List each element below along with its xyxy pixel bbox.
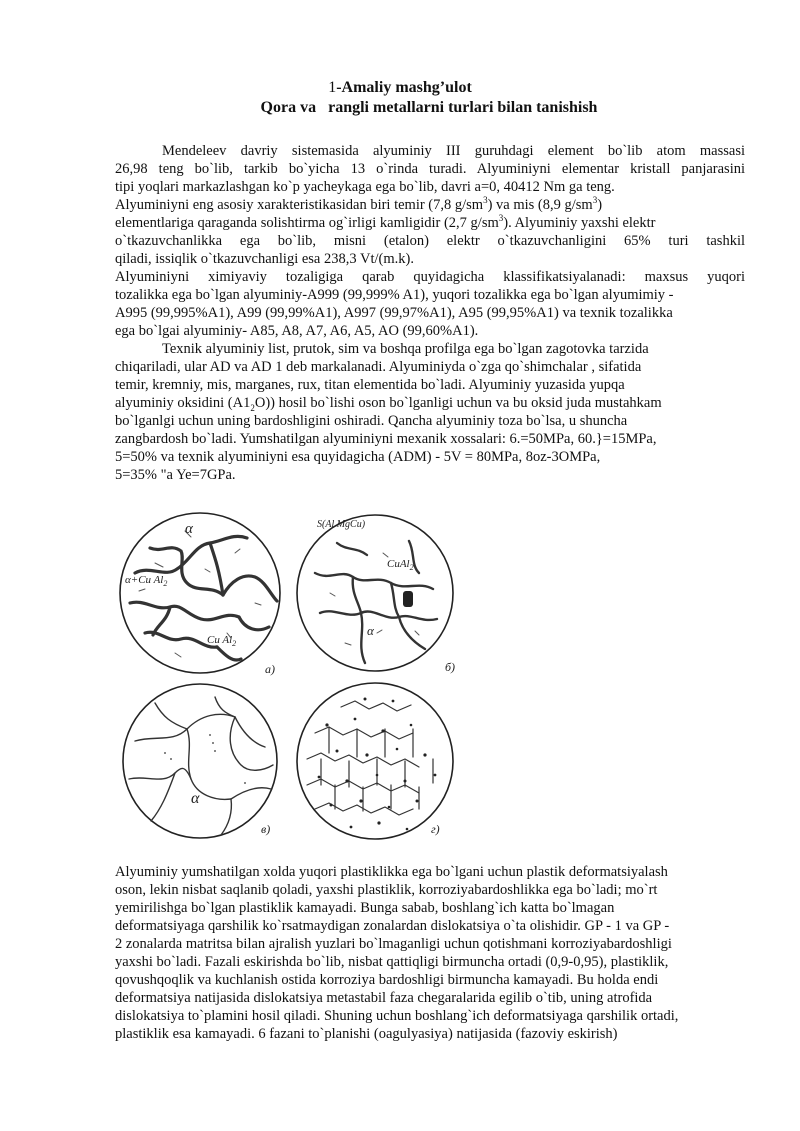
text-line: oson, lekin nisbat saqlanib qoladi, yaxshi plastiklik, korroziyabardoshlikka ega bo`ladi; mo`rt: [115, 882, 658, 898]
page-subtitle: Qora va rangli metallarni turlari bilan tanishish: [260, 99, 598, 116]
text-line: dislokatsiya to`plamini hosil qiladi. Shuning uchun boshlang`ich deformatsiyaga qarshilik ortadi,: [115, 1008, 679, 1024]
text-line: yaxshi bo`ladi. Fazali eskirishda bo`lib, nisbat qattiqligi birmuncha ortadi (0,9-0,95), plastiklik,: [115, 954, 669, 970]
text-line: plastiklik esa kamayadi. 6 fazani to`planishi (oagulyasiya) natijasida (fazoviy eskirish): [115, 1026, 618, 1042]
caption-a: a): [265, 662, 275, 676]
text-line: bo`lganlgi uchun uning bardoshligini oshiradi. Qancha alyuminiy toza bo`lsa, u shuncha: [115, 413, 628, 429]
text-line: Mendeleev davriy sistemasida alyuminiy III guruhdagi element bo`lib atom massasi: [162, 143, 745, 159]
text-line: alyuminiy oksidini $(A1_2O)$) hosil bo`lishi oson bo`lganligi uchun va bu oksid juda mustahkam: [115, 395, 662, 413]
text-line: Texnik alyuminiy list, prutok, sim va boshqa profilga ega bo`lgan zagotovka tarzida: [162, 341, 649, 357]
text-line: 26,98 teng bo`lib, tarkib bo`yicha 13 o`rinda turadi. Alyuminiyni elementar kristall panjarasini: [115, 161, 745, 177]
microstructure-figure: [115, 503, 475, 843]
text-line: Alyuminiyni ximiyaviy tozaligiga qarab quyidagicha klassifikatsiyalanadi: maxsus yuqori: [115, 269, 745, 285]
text-line: chiqariladi, ular AD va AD 1 deb markalanadi. Alyuminiyda o`zga qo`shimchalar , sifatida: [115, 359, 642, 375]
label-cual2-a: Cu $Al_2$: [207, 634, 237, 648]
text-line: o`tkazuvchanlikka ega bo`lib, misni (etalon) elektr o`tkazuvchanligini 65% turi tashkil: [115, 233, 745, 249]
text-line: 5=50% va texnik alyuminiyni esa quyidagicha (ADM) - 5V = 80MPa, 8oz-3OMPa,: [115, 449, 601, 465]
text-line: Alyuminiyni eng asosiy xarakteristikasidan biri temir (7,8 $g/sm^3$) va mis (8,9 $g/sm^3$): [115, 195, 603, 213]
label-alpha-a: α: [185, 521, 193, 537]
label-cual2-b: CuAl$_2$: [387, 558, 414, 572]
text-line: qovushqoqlik va kuchlanish ostida korroziya bardoshligi birmuncha kamayadi. Bu holda endi: [115, 972, 659, 988]
closing-text: [115, 863, 745, 1043]
title-text: -Amaliy mashg’ulot: [336, 79, 472, 96]
caption-c: в): [261, 822, 271, 836]
text-line: elementlariga qaraganda solishtirma og`irligi kamligidir (2,7 $g/sm^3$). Alyuminiy yaxshi elektr: [115, 213, 656, 231]
caption-d: г): [431, 822, 440, 836]
micrograph-d: [297, 683, 453, 839]
intro-text: [115, 142, 745, 484]
text-line: deformatsiyaga qarshilik ko`rsatmaydigan zonalardan dislokatsiya o`ta olishidir. GP - 1 va GP -: [115, 918, 670, 934]
text-line: 2 zonalarda matritsa bilan ajralish yuzlari bo`lmaganligi uchun qotishmani korroziyabardoshligi: [115, 936, 672, 952]
text-line: tipi yoqlari markazlashgan ko`p yacheykaga ega bo`lib, davri a=0, 40412 Nm ga teng.: [115, 179, 615, 195]
title-number: 1: [328, 79, 337, 96]
text-line: ega bo`lgai alyuminiy- A85, A8, A7, A6, A5, AO (99,60%A1).: [115, 323, 479, 339]
text-line: Alyuminiy yumshatilgan xolda yuqori plastiklikka ega bo`lgani uchun plastik deformatsiyalash: [115, 864, 668, 880]
caption-b: б): [445, 660, 456, 674]
text-line: zangbardosh bo`ladi. Yumshatilgan alyuminiyni mexanik xossalari: 6.=50MPa, 60.}=15MPa,: [115, 431, 657, 447]
micrograph-b: [297, 515, 453, 671]
label-alpha-c: α: [191, 790, 200, 807]
micrograph-a: [120, 513, 280, 673]
text-line: tozalikka ega bo`lgan alyuminiy-A999 (99,999% A1), yuqori tozalikka ega bo`lgan alyumimiy -: [115, 287, 674, 303]
text-line: temir, kremniy, mis, marganes, rux, titan elementida bo`ladi. Alyuminiy yuzasida yupqa: [115, 377, 625, 393]
text-line: qiladi, issiqlik o`tkazuvchanligi esa 238,3 Vt/(m.k).: [115, 251, 414, 267]
label-alpha-cual2: α+Cu $Al_2$: [125, 574, 168, 588]
micrograph-set: [115, 503, 475, 843]
micrograph-c: [123, 684, 277, 838]
label-s-phase: S(Al MgCu): [317, 519, 366, 530]
label-alpha-b: α: [367, 623, 374, 638]
text-line: 5=35% "a Ye=7GPa.: [115, 467, 236, 483]
text-line: yemirilishga bo`lgan plastiklik kamayadi. Bunga sabab, boshlang`ich katta bo`lmagan: [115, 900, 615, 916]
text-line: deformatsiya natijasida dislokatsiya metastabil faza chegaralarida egilib o`tib, uning atrofida: [115, 990, 653, 1006]
text-line: A995 (99,995%A1), A99 (99,99%A1), A997 (99,97%A1), A95 (99,95%A1) va texnik tozalikka: [115, 305, 673, 321]
page-title: [0, 79, 800, 97]
